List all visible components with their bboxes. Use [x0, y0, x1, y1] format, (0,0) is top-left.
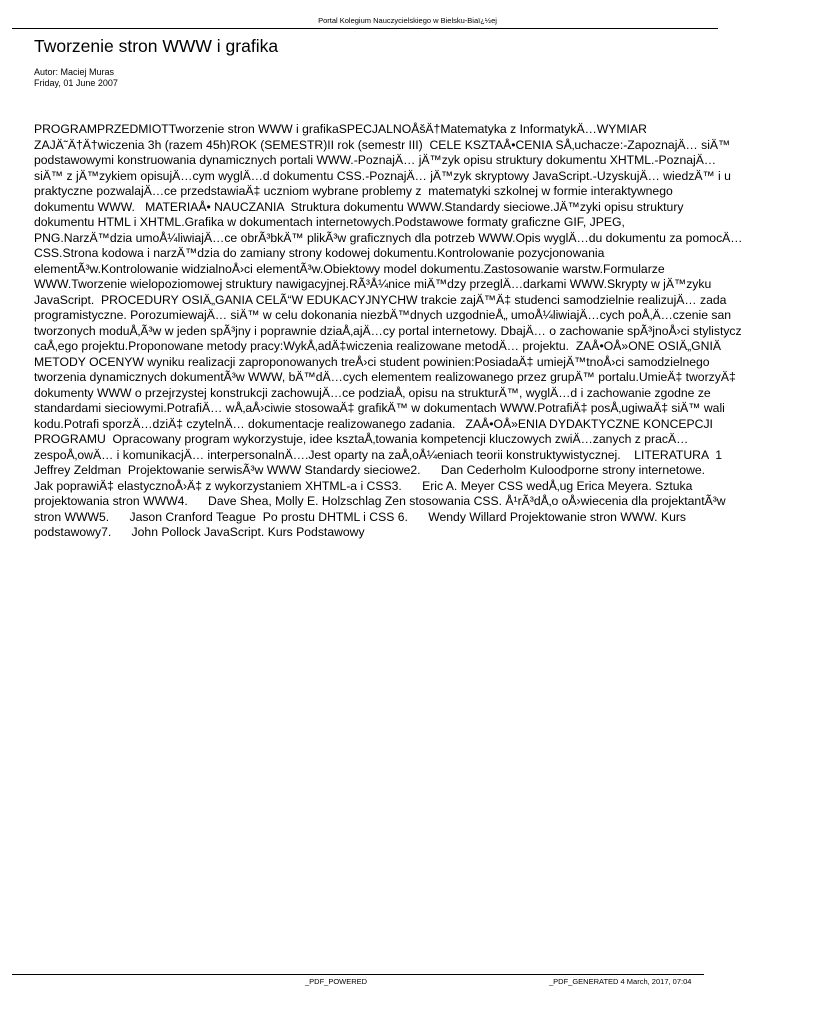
- body-line: dokumenty WWW o przejrzystej konstrukcji zachowujÄ…ce podziaÅ‚ opisu na strukturÄ™, wyglÄ…d i zachowanie zgodne ze: [34, 385, 711, 400]
- body-line: programistyczne. PorozumiewajÄ… siÄ™ w celu dokonania niezbÄ™dnych uzgodnieÅ„ umoÅ¼liwiajÄ…cych poÅ‚Ä…czenie san: [34, 308, 732, 322]
- body-line: projektowania stron WWW4. Dave Shea, Molly E. Holzschlag Zen stosowania CSS. Å¹rÃ³dÅ‚o oÅ›wiecenia dla projektantÃ³w: [34, 494, 726, 508]
- body-line: Jak poprawiÄ‡ elastycznoÅ›Ä‡ z wykorzystaniem XHTML-a i CSS3. Eric A. Meyer CSS wedÅ‚ug Erica Meyera. Sztuka: [34, 478, 693, 493]
- article-author: Autor: Maciej Muras: [34, 67, 115, 77]
- body-line: dokumentu HTML i XHTML.Grafika w dokumentach internetowych.Podstawowe formaty graficzne GIF, JPEG,: [34, 215, 625, 229]
- body-line: WWW.Tworzenie wielopoziomowej struktury nawigacyjnej.RÃ³Å¼nice miÄ™dzy przeglÄ…darkami WWW.Skrypty w jÄ™zyku: [34, 277, 712, 291]
- body-line: standardami sieciowymi.PotrafiÄ… wÅ‚aÅ›ciwie stosowaÄ‡ grafikÄ™ w dokumentach WWW.PotrafiÄ‡ posÅ‚ugiwaÄ‡ siÄ™ wali: [34, 401, 725, 415]
- footer-pdf-generated: _PDF_GENERATED 4 March, 2017, 07:04: [549, 977, 692, 986]
- article-body-container: [0, 122, 743, 539]
- header-divider: [12, 28, 718, 29]
- site-header-title: Portal Kolegium Nauczycielskiego w Bielsku-Biaï¿½ej: [318, 16, 497, 25]
- body-line: CSS.Strona kodowa i narzÄ™dzia do zamiany strony kodowej dokumentu.Kontrolowanie pozycjonowania: [34, 246, 605, 260]
- body-line: tworzenia dynamicznych dokumentÃ³w WWW, bÄ™dÄ…cych elementem realizowanego przez grupÄ™ portalu.UmieÄ‡ tworzyÄ‡: [34, 370, 736, 384]
- body-line: dokumentu WWW. MATERIAÅ• NAUCZANIA Struktura dokumentu WWW.Standardy sieciowe.JÄ™zyki opisu struktury: [34, 199, 684, 214]
- footer-pdf-powered: _PDF_POWERED: [305, 977, 368, 986]
- body-line: elementÃ³w.Kontrolowanie widzialnoÅ›ci elementÃ³w.Obiektowy model dokumentu.Zastosowanie warstw.Formularze: [34, 261, 665, 276]
- body-line: podstawowymi konstruowania dynamicznych portali WWW.-PoznajÄ… jÄ™zyk opisu struktury dokumentu XHTML.-PoznajÄ…: [34, 153, 717, 167]
- body-line: PNG.NarzÄ™dzia umoÅ¼liwiajÄ…ce obrÃ³bkÄ™ plikÃ³w graficznych dla potrzeb WWW.Opis wyglÄ…du dokumentu za pomocÄ…: [34, 230, 743, 245]
- body-line: Jeffrey Zeldman Projektowanie serwisÃ³w WWW Standardy sieciowe2. Dan Cederholm Kuloodporne strony internetowe.: [34, 463, 706, 477]
- body-line: caÅ‚ego projektu.Proponowane metody pracy:WykÅ‚adÄ‡wiczenia realizowane metodÄ… projektu. ZAÅ•OÅ»ONE OSIÄ„GNIÄ: [34, 339, 721, 353]
- body-line: siÄ™ z jÄ™zykiem opisujÄ…cym wyglÄ…d dokumentu CSS.-PoznajÄ… jÄ™zyk skryptowy JavaScript.-UzyskujÄ… wiedzÄ™ i u: [34, 168, 731, 183]
- body-line: PROGRAMPRZEDMIOTTworzenie stron WWW i grafikaSPECJALNOÅšÄ†Matematyka z InformatykÄ…WYMIAR: [34, 122, 647, 136]
- body-line: kodu.Potrafi sporzÄ…dziÄ‡ czytelnÄ… dokumentacje realizowanego zadania. ZAÅ•OÅ»ENIA DYDAKTYCZNE KONCEPCJI: [34, 416, 713, 431]
- body-line: tworzonych moduÅ‚Ã³w w jeden spÃ³jny i poprawnie dziaÅ‚ajÄ…cy portal internetowy. DbajÄ… o zachowanie spÃ³jnoÅ›ci stylistycz: [34, 323, 742, 338]
- article-body: [34, 122, 744, 541]
- body-line: METODY OCENYW wyniku realizacji zaproponowanych treÅ›ci student powinien:PosiadaÄ‡ umiejÄ™tnoÅ›ci samodzielnego: [34, 354, 710, 369]
- body-line: JavaScript. PROCEDURY OSIÄ„GANIA CELÃ“W EDUKACYJNYCHW trakcie zajÄ™Ä‡ studenci samodzielnie realizujÄ… zada: [34, 292, 727, 307]
- body-line: podstawowy7. John Pollock JavaScript. Kurs Podstawowy: [34, 525, 365, 539]
- body-line: ZAJÄ˜Ä†Ä†wiczenia 3h (razem 45h)ROK (SEMESTR)II rok (semestr III) CELE KSZTAÅ•CENIA SÅ‚uchacze:-ZapoznajÄ… siÄ™: [34, 137, 731, 152]
- footer-divider: [12, 974, 704, 975]
- body-line: praktyczne pozwalajÄ…ce przedstawiaÄ‡ uczniom wybrane problemy z matematyki szkolnej w formie interaktywnego: [34, 184, 673, 198]
- body-line: stron WWW5. Jason Cranford Teague Po prostu DHTML i CSS 6. Wendy Willard Projektowanie stron WWW. Kurs: [34, 509, 687, 524]
- body-line: zespoÅ‚owÄ… i komunikacjÄ… interpersonalnÄ….Jest oparty na zaÅ‚oÅ¼eniach teorii konstruktywistycznej. LITERATURA 1: [34, 447, 722, 462]
- article-date: Friday, 01 June 2007: [34, 78, 118, 88]
- article-title: Tworzenie stron WWW i grafika: [34, 36, 279, 56]
- body-line: PROGRAMU Opracowany program wykorzystuje, idee ksztaÅ‚towania kompetencji kluczowych zwiÄ…zanych z pracÄ…: [34, 432, 689, 446]
